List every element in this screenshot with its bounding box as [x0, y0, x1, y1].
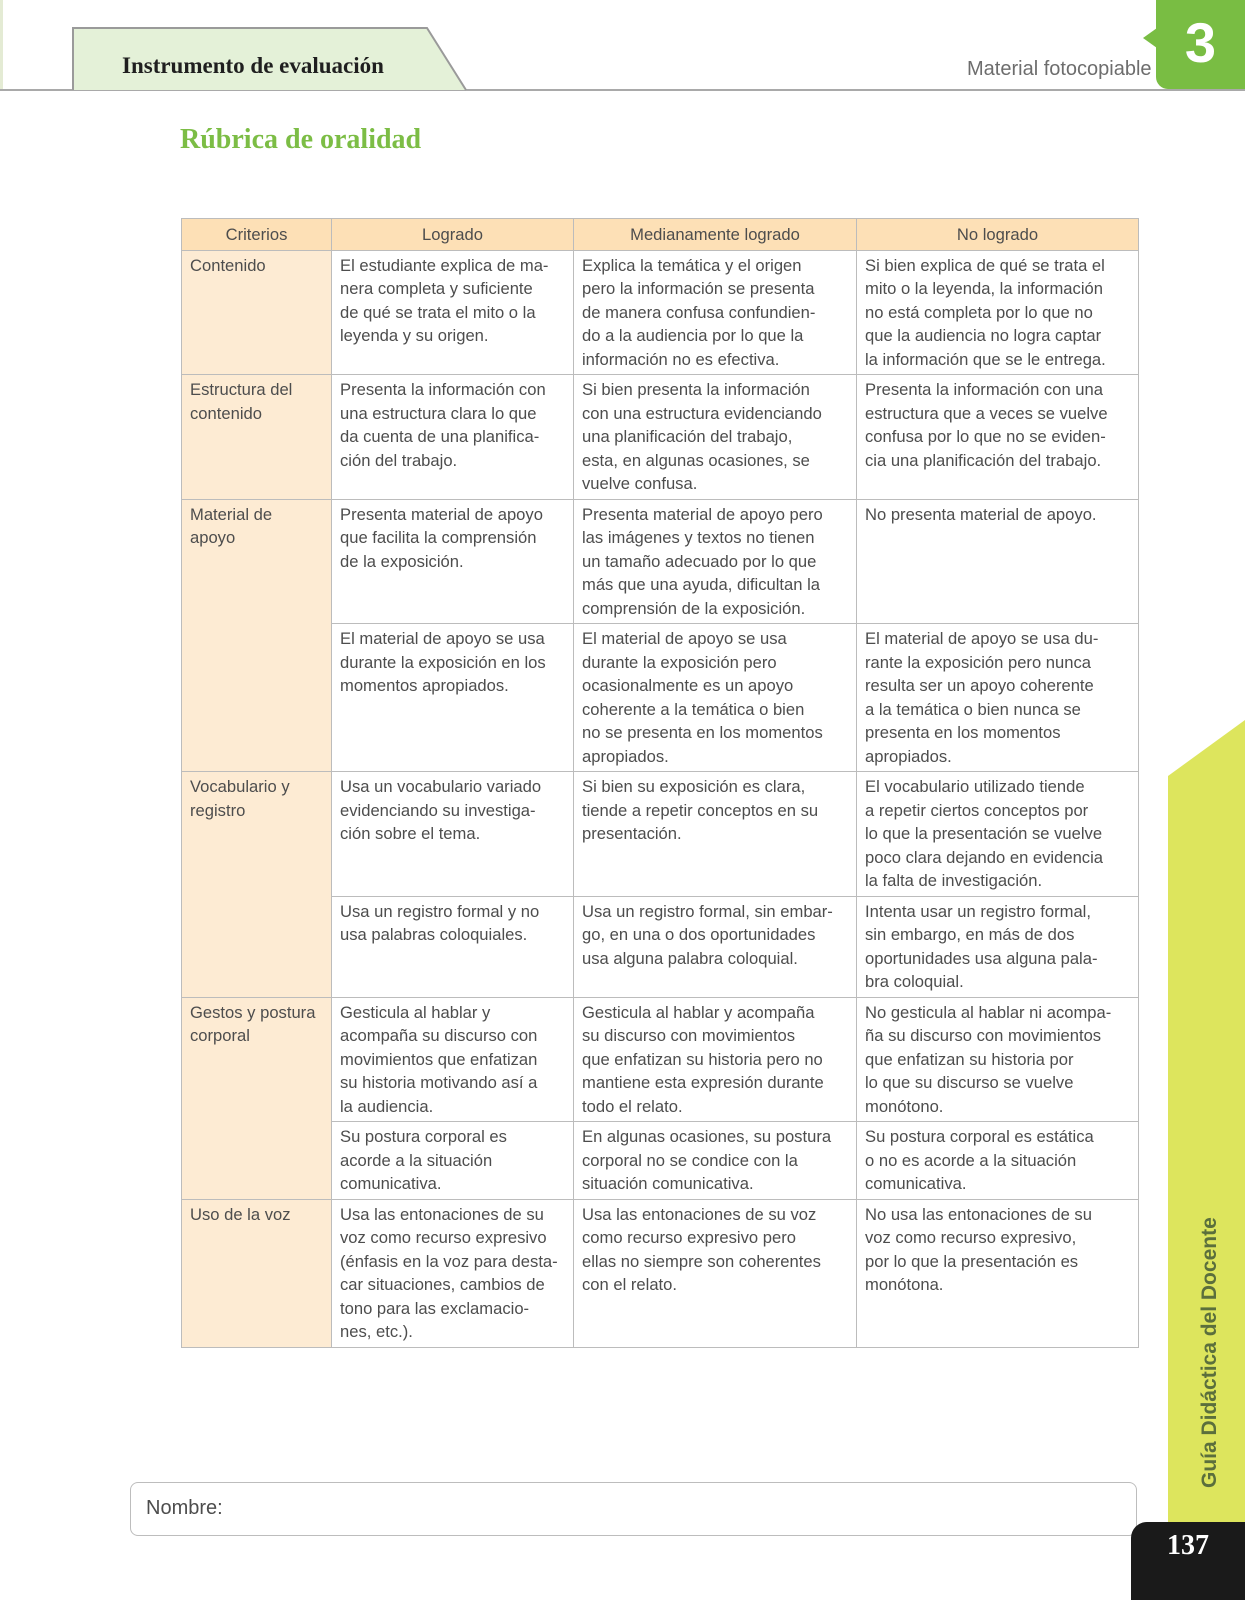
- cell-line: a la temática o bien nunca se: [865, 699, 1081, 719]
- page-title: Rúbrica de oralidad: [180, 124, 422, 155]
- cell-line: durante la exposición en los: [340, 652, 546, 672]
- cell-line: comprensión de la exposición.: [582, 598, 806, 618]
- cell-line: Usa un registro formal y no: [340, 901, 540, 921]
- cell-line: voz como recurso expresivo: [340, 1228, 547, 1247]
- cell-line: vuelve confusa.: [582, 474, 698, 493]
- criterion-cell: [182, 375, 332, 500]
- column-header: Medianamente logrado: [574, 219, 857, 251]
- cell-line: estructura que a veces se vuelve: [865, 403, 1108, 423]
- chapter-number: 3: [1184, 11, 1217, 74]
- cell-line: Usa un vocabulario variado: [340, 777, 542, 796]
- cell-line: de manera confusa confundien-: [582, 302, 816, 322]
- cell-line: Presenta material de apoyo pero: [582, 504, 823, 524]
- level-cell: [574, 250, 857, 375]
- cell-line: con una estructura evidenciando: [582, 403, 822, 423]
- rubric-table: [181, 218, 1139, 1348]
- cell-line: más que una ayuda, dificultan la: [582, 575, 821, 594]
- cell-line: nera completa y suficiente: [340, 279, 533, 298]
- cell-line: da cuenta de una planifica-: [340, 427, 540, 446]
- level-cell: [332, 624, 574, 772]
- cell-line: mito o la leyenda, la información: [865, 279, 1103, 298]
- cell-line: leyenda y su origen.: [340, 326, 489, 345]
- cell-line: confusa por lo que no se eviden-: [865, 427, 1106, 446]
- level-cell: [857, 896, 1139, 997]
- side-band-corner: [1168, 720, 1245, 776]
- cell-line: movimientos que enfatizan: [340, 1049, 538, 1069]
- cell-line: ellas no siempre son coherentes: [582, 1251, 821, 1271]
- cell-line: corporal: [190, 1026, 250, 1045]
- level-cell: [332, 1199, 574, 1347]
- cell-line: monótona.: [865, 1275, 944, 1294]
- level-cell: [857, 772, 1139, 897]
- cell-line: Gestos y postura: [190, 1002, 316, 1022]
- cell-line: Material de: [190, 504, 273, 524]
- cell-line: do a la audiencia por lo que la: [582, 326, 804, 345]
- cell-line: comunicativa.: [865, 1174, 967, 1193]
- column-header: No logrado: [857, 219, 1139, 251]
- cell-line: presenta en los momentos: [865, 723, 1061, 742]
- cell-line: Presenta la información con: [340, 380, 546, 399]
- cell-line: durante la exposición pero: [582, 652, 777, 672]
- cell-line: El material de apoyo se usa du-: [865, 629, 1099, 648]
- level-cell: [857, 1199, 1139, 1347]
- table-row: [182, 499, 1139, 624]
- name-field[interactable]: [130, 1482, 1137, 1536]
- cell-line: ocasionalmente es un apoyo: [582, 676, 794, 695]
- cell-line: Su postura corporal es estática: [865, 1127, 1094, 1146]
- cell-line: no está completa por lo que no: [865, 302, 1093, 322]
- level-cell: [574, 1122, 857, 1200]
- cell-line: Vocabulario y: [190, 777, 290, 796]
- level-cell: [332, 997, 574, 1122]
- cell-line: presentación.: [582, 824, 682, 843]
- cell-line: Intenta usar un registro formal,: [865, 901, 1091, 921]
- chapter-tab-notch: [1143, 28, 1157, 48]
- cell-line: una planificación del trabajo,: [582, 427, 793, 446]
- cell-line: (énfasis en la voz para desta-: [340, 1251, 558, 1271]
- level-cell: [857, 499, 1139, 624]
- cell-line: o no es acorde a la situación: [865, 1150, 1077, 1170]
- level-cell: [332, 499, 574, 624]
- cell-line: ña su discurso con movimientos: [865, 1026, 1102, 1045]
- level-cell: [857, 1122, 1139, 1200]
- level-cell: [857, 375, 1139, 500]
- level-cell: [857, 250, 1139, 375]
- cell-line: Estructura del: [190, 380, 293, 399]
- cell-line: su historia motivando así a: [340, 1073, 538, 1092]
- cell-line: un tamaño adecuado por lo que: [582, 551, 817, 571]
- cell-line: Explica la temática y el origen: [582, 255, 802, 275]
- cell-line: que enfatizan su historia por: [865, 1049, 1074, 1069]
- cell-line: evidenciando su investiga-: [340, 800, 536, 820]
- left-edge-mark: [0, 0, 3, 90]
- cell-line: Usa un registro formal, sin embar-: [582, 901, 833, 921]
- cell-line: todo el relato.: [582, 1096, 683, 1116]
- cell-line: lo que su discurso se vuelve: [865, 1073, 1074, 1092]
- cell-line: mantiene esta expresión durante: [582, 1073, 824, 1092]
- level-cell: [332, 250, 574, 375]
- cell-line: cia una planificación del trabajo.: [865, 450, 1102, 470]
- cell-line: Presenta material de apoyo: [340, 504, 543, 524]
- page-number: 137: [1167, 1530, 1209, 1561]
- cell-line: sin embargo, en más de dos: [865, 925, 1075, 944]
- cell-line: Presenta la información con una: [865, 380, 1103, 399]
- cell-line: ción del trabajo.: [340, 450, 458, 470]
- cell-line: apropiados.: [582, 746, 669, 766]
- side-label: Guía Didáctica del Docente: [1198, 1217, 1221, 1488]
- cell-line: monótono.: [865, 1096, 944, 1116]
- criterion-cell: Contenido: [182, 250, 332, 375]
- level-cell: [574, 997, 857, 1122]
- cell-line: momentos apropiados.: [340, 676, 509, 695]
- cell-line: go, en una o dos oportunidades: [582, 925, 816, 944]
- cell-line: la falta de investigación.: [865, 871, 1043, 890]
- cell-line: ción sobre el tema.: [340, 824, 481, 843]
- cell-line: No gesticula al hablar ni acompa-: [865, 1002, 1112, 1022]
- cell-line: corporal no se condice con la: [582, 1150, 798, 1170]
- cell-line: las imágenes y textos no tienen: [582, 528, 815, 547]
- name-label: Nombre:: [146, 1497, 223, 1519]
- cell-line: rante la exposición pero nunca: [865, 652, 1092, 672]
- cell-line: No usa las entonaciones de su: [865, 1204, 1092, 1224]
- cell-line: poco clara dejando en evidencia: [865, 847, 1104, 867]
- column-header: Criterios: [182, 219, 332, 251]
- cell-line: comunicativa.: [340, 1174, 442, 1193]
- cell-line: oportunidades usa alguna pala-: [865, 948, 1098, 968]
- cell-line: que enfatizan su historia pero no: [582, 1049, 823, 1069]
- level-cell: [574, 624, 857, 772]
- table-row: [182, 772, 1139, 897]
- cell-line: usa alguna palabra coloquial.: [582, 948, 798, 968]
- cell-line: esta, en algunas ocasiones, se: [582, 450, 810, 470]
- cell-line: a repetir ciertos conceptos por: [865, 800, 1089, 820]
- cell-line: El material de apoyo se usa: [582, 629, 787, 648]
- level-cell: [332, 1122, 574, 1200]
- cell-line: que facilita la comprensión: [340, 528, 537, 547]
- cell-line: Gesticula al hablar y acompaña: [582, 1002, 815, 1022]
- cell-line: de qué se trata el mito o la: [340, 302, 536, 322]
- cell-line: información no es efectiva.: [582, 349, 780, 369]
- cell-line: car situaciones, cambios de: [340, 1275, 545, 1294]
- level-cell: [857, 624, 1139, 772]
- cell-line: Si bien explica de qué se trata el: [865, 255, 1105, 275]
- cell-line: El material de apoyo se usa: [340, 629, 545, 648]
- cell-line: acompaña su discurso con: [340, 1026, 538, 1045]
- level-cell: [574, 375, 857, 500]
- table-row: [182, 250, 1139, 375]
- column-header: Logrado: [332, 219, 574, 251]
- cell-line: El estudiante explica de ma-: [340, 255, 549, 275]
- cell-line: pero la información se presenta: [582, 279, 815, 298]
- table-row: [182, 1199, 1139, 1347]
- header-tab: [72, 27, 477, 91]
- level-cell: [574, 499, 857, 624]
- cell-line: la información que se le entrega.: [865, 349, 1106, 369]
- criterion-cell: [182, 772, 332, 998]
- cell-line: registro: [190, 800, 246, 820]
- cell-line: En algunas ocasiones, su postura: [582, 1127, 832, 1146]
- cell-line: Usa las entonaciones de su: [340, 1204, 544, 1224]
- cell-line: resulta ser un apoyo coherente: [865, 676, 1094, 695]
- cell-line: que la audiencia no logra captar: [865, 326, 1102, 345]
- level-cell: [332, 896, 574, 997]
- cell-line: su discurso con movimientos: [582, 1026, 796, 1045]
- cell-line: voz como recurso expresivo,: [865, 1228, 1077, 1247]
- cell-line: El vocabulario utilizado tiende: [865, 777, 1085, 796]
- table-header-row: [182, 219, 1139, 251]
- cell-line: nes, etc.).: [340, 1322, 413, 1341]
- material-label: Material fotocopiable: [967, 58, 1152, 80]
- cell-line: bra coloquial.: [865, 972, 964, 991]
- cell-line: tiende a repetir conceptos en su: [582, 800, 819, 820]
- cell-line: una estructura clara lo que: [340, 403, 537, 423]
- level-cell: [332, 375, 574, 500]
- cell-line: Usa las entonaciones de su voz: [582, 1204, 817, 1224]
- cell-line: Su postura corporal es: [340, 1127, 507, 1146]
- cell-line: de la exposición.: [340, 551, 464, 571]
- level-cell: [857, 997, 1139, 1122]
- cell-line: situación comunicativa.: [582, 1174, 754, 1193]
- level-cell: [574, 1199, 857, 1347]
- table-row: [182, 375, 1139, 500]
- cell-line: Gesticula al hablar y: [340, 1002, 491, 1022]
- cell-line: por lo que la presentación es: [865, 1251, 1079, 1271]
- level-cell: [332, 772, 574, 897]
- cell-line: Si bien su exposición es clara,: [582, 777, 806, 796]
- criterion-cell: [182, 997, 332, 1199]
- header-title: Instrumento de evaluación: [122, 53, 384, 78]
- cell-line: apoyo: [190, 528, 236, 547]
- criterion-cell: [182, 499, 332, 772]
- cell-line: la audiencia.: [340, 1096, 434, 1116]
- cell-line: coherente a la temática o bien: [582, 699, 805, 719]
- criterion-cell: Uso de la voz: [182, 1199, 332, 1347]
- cell-line: Si bien presenta la información: [582, 380, 810, 399]
- cell-line: como recurso expresivo pero: [582, 1228, 796, 1247]
- cell-line: usa palabras coloquiales.: [340, 925, 528, 944]
- cell-line: apropiados.: [865, 746, 952, 766]
- cell-line: acorde a la situación: [340, 1150, 493, 1170]
- level-cell: [574, 896, 857, 997]
- cell-line: No presenta material de apoyo.: [865, 504, 1097, 524]
- cell-line: con el relato.: [582, 1275, 678, 1294]
- level-cell: [574, 772, 857, 897]
- cell-line: tono para las exclamacio-: [340, 1298, 530, 1318]
- table-row: [182, 997, 1139, 1122]
- cell-line: contenido: [190, 403, 262, 423]
- cell-line: no se presenta en los momentos: [582, 723, 823, 742]
- cell-line: lo que la presentación se vuelve: [865, 824, 1103, 843]
